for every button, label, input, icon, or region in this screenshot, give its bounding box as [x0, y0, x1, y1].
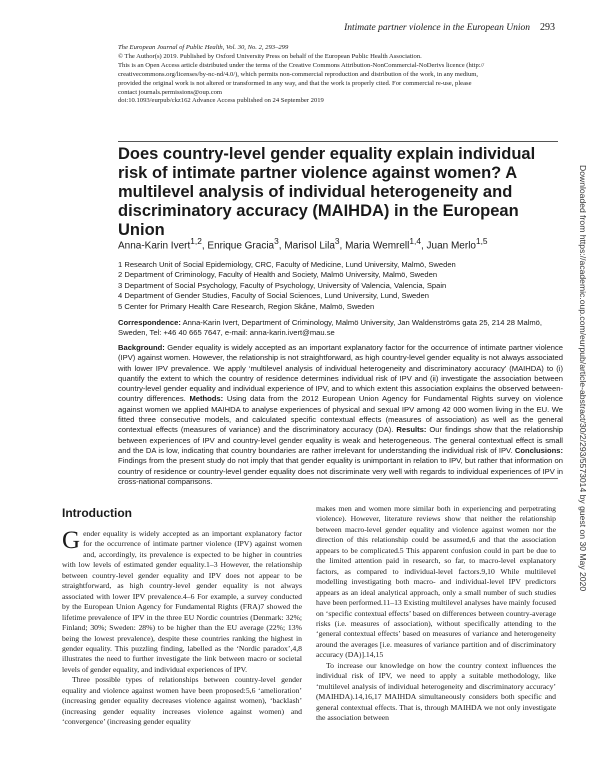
section-heading: Introduction [62, 506, 132, 520]
paragraph: To increase our knowledge on how the country context influences the individual risk of IPV, we need to apply a suitable methodology, like ‘multilevel analysis of individual heterogeneity and discriminatory accuracy’ (MAIHDA).14,16,17 MAIHDA simultaneously considers both specific and general contextual effects. That is, through MAIHDA we not only investigate the association between [316, 660, 556, 723]
affiliations [118, 260, 563, 312]
page-number: 293 [540, 22, 555, 33]
permissions-contact: contact journals.permissions@oup.com [118, 88, 223, 96]
affiliation: 4 Department of Gender Studies, Faculty of Social Sciences, Lund University, Lund, Sweden [118, 291, 429, 301]
author-list: Anna-Karin Ivert$^{1,2}$, Enrique Gracia$^3$, Marisol Lila$^3$, Maria Wemrell$^{1,4}$, Juan Merlo$^{1,5}$ [118, 236, 488, 252]
divider [118, 141, 558, 142]
author-affil-sup: 3 [334, 236, 340, 246]
correspondence-label: Correspondence: [118, 318, 181, 327]
doi-line: doi:10.1093/eurpub/ckz162 Advance Access published on 24 September 2019 [118, 97, 324, 105]
affiliation: 5 Center for Primary Health Care Research, Region Skåne, Malmö, Sweden [118, 301, 375, 311]
paragraph: makes men and women more similar both in experiencing and perpetrating violence). However, literature reviews show that neither the relationship between macro-level gender equality and violence against women nor the direction of this relationship could be assumed,6 and that the association appears to be complicated.5 This apparent confusion could in part be due to the limited attention paid in research, so far, to macro-level explanatory factors, as compared to individual-level factors.9,10 While multilevel modelling investigating both macro- and individual-level IPV predictors appears as an ideal analytical approach, only a small number of such studies have been performed.11–13 Existing multilevel analyses have mainly focused on ‘specific contextual effects’ based on differences between country-average risks (i.e. measures of association), without specifically attending to the ‘general contextual effects’ based on measures of variance and heterogeneity around the averages [i.e. measures of variance partition and of discriminatory accuracy (DA)].14,15 [316, 504, 556, 660]
running-head-title: Intimate partner violence in the European Union [344, 23, 530, 33]
body-column-left [62, 529, 302, 728]
paragraph [62, 529, 302, 675]
abstract-label: Conclusions: [514, 445, 563, 455]
author-affil-sup: 3 [274, 236, 279, 246]
journal-citation: The European Journal of Public Health, Vol. 30, No. 2, 293–299 [118, 44, 289, 51]
download-watermark [574, 125, 594, 775]
author-affil-sup: 1,4 [409, 236, 421, 246]
abstract-text: Gender equality is widely accepted as an important explanatory factor for the occurrence of intimate partner violence (IPV) against women. However, the relationship is not straightforward, as high country-level gender equality is not always associated with lower IPV prevalence. We apply ‘multilevel analysis of individual heterogeneity and discriminatory accuracy’ (MAIHDA) to (i) quantify the extent to which the country of residence determines individual risk of IPV and (ii) investigate the association between country-level gender equality and individual experience of IPV, and to which extent this association explains the observed between-country differences. [118, 343, 563, 404]
paragraph: Three possible types of relationships between country-level gender equality and violence against women have been proposed:5,6 ‘amelioration’ (increasing gender equality decreases violence against women), ‘backlash’ (increasing gender equality increases violence against women) and ‘convergence’ (increasing gender equality [62, 675, 302, 727]
body-column-right [316, 504, 556, 724]
front-matter [118, 44, 558, 106]
abstract-text: Using data from the 2012 European Union Agency for Fundamental Rights survey on violence against women we applied MAIHDA to analyse experiences of physical and sexual IPV among 42 000 women living in the EU. We fitted three consecutive models, and calculated specific contextual effects (measures of association) as well as the general contextual effects (measures of variance) and the discriminatory accuracy (DA). [118, 394, 563, 435]
correspondence-text: Anna-Karin Ivert, Department of Criminology, Malmö University, Jan Waldenströms gata 25, 214 28 Malmö, Sweden, Tel: +46 40 665 7647, e-mail: anna-karin.ivert@mau.se [118, 318, 543, 338]
author-name: Marisol Lila [284, 240, 335, 252]
abstract-label: Results: [396, 425, 427, 435]
author-name: Anna-Karin Ivert [118, 240, 191, 252]
affiliation: 1 Research Unit of Social Epidemiology, CRC, Faculty of Medicine, Lund University, Malmö, Sweden [118, 260, 456, 269]
abstract [118, 343, 563, 487]
abstract-label: Methods: [189, 394, 224, 404]
download-note: Downloaded from https://academic.oup.com/eurpub/article-abstract/30/2/293/5573014 by guest on 30 May 2020 [578, 165, 588, 592]
author-affil-sup: 1,2 [190, 236, 202, 246]
affiliation: 2 Department of Criminology, Faculty of Health and Society, Malmö University, Malmö, Sweden [118, 270, 438, 280]
author-name: Juan Merlo [426, 240, 476, 252]
paragraph-text: ender equality is widely accepted as an important explanatory factor for the occurrence of intimate partner violence (IPV) against women and, accordingly, its prevalence is expected to be higher in countries with low levels of estimated gender equality.1–3 However, the relationship between country-level gender equality and IPV does not appear to be straightforward, as high country-level gender equality is not always associated with lower IPV prevalence.4–6 For example, a survey conducted by the European Union Agency for Fundamental Rights (FRA)7 showed the lifetime prevalence of IPV in the three EU Nordic countries (Denmark: 32%; Finland; 30%; Sweden: 28%) to be higher than the EU average (22%; 13% being the lowest prevalence), despite these countries ranking the highest in gender equality. This puzzling finding, labelled as the ‘Nordic paradox’,4,8 illustrates the need to further investigate the link between macro or societal levels of gender equality, and individual experiences of IPV. [62, 529, 302, 674]
article-title: Does country-level gender equality explain individual risk of intimate partner violence against women? A multilevel analysis of individual heterogeneity and discriminatory accuracy (MAIHDA) in the European Union [118, 145, 536, 239]
license-line: This is an Open Access article distributed under the terms of the Creative Commons Attribution-NonCommercial-NoDerivs licence (http:// [118, 61, 485, 69]
author-name: Enrique Gracia [207, 240, 275, 252]
running-head [300, 22, 555, 33]
license-line: creativecommons.org/licenses/by-nc-nd/4.0/), which permits non-commercial reproduction and distribution of the work, in any medium, [118, 70, 479, 78]
copyright-line: © The Author(s) 2019. Published by Oxford University Press on behalf of the European Public Health Association. [118, 52, 422, 60]
divider [118, 478, 558, 479]
abstract-text: Findings from the present study do not imply that that gender equality is unimportant in relation to IPV, but rather that information on country of residence or country-level gender equality does not discriminate very well with regards to individual experiences of IPV in cross-national comparisons. [118, 456, 563, 486]
dropcap: G [62, 527, 81, 554]
author-name: Maria Wemrell [345, 240, 410, 252]
affiliation: 3 Department of Social Psychology, Faculty of Psychology, University of Valencia, Valencia, Spain [118, 280, 447, 290]
abstract-label: Background: [118, 343, 165, 352]
author-affil-sup: 1,5 [475, 236, 488, 246]
correspondence [118, 318, 563, 339]
license-line: provided the original work is not altered or transformed in any way, and that the work is properly cited. For commercial re-use, please [118, 79, 472, 87]
abstract-text: Our findings show that the relationship between experiences of IPV and country-level gender equality is weak and heterogeneous. The general contextual effect is small and the DA is low, indicating that country boundaries are rather irrelevant for understanding the individual risk of IPV. [118, 425, 563, 455]
